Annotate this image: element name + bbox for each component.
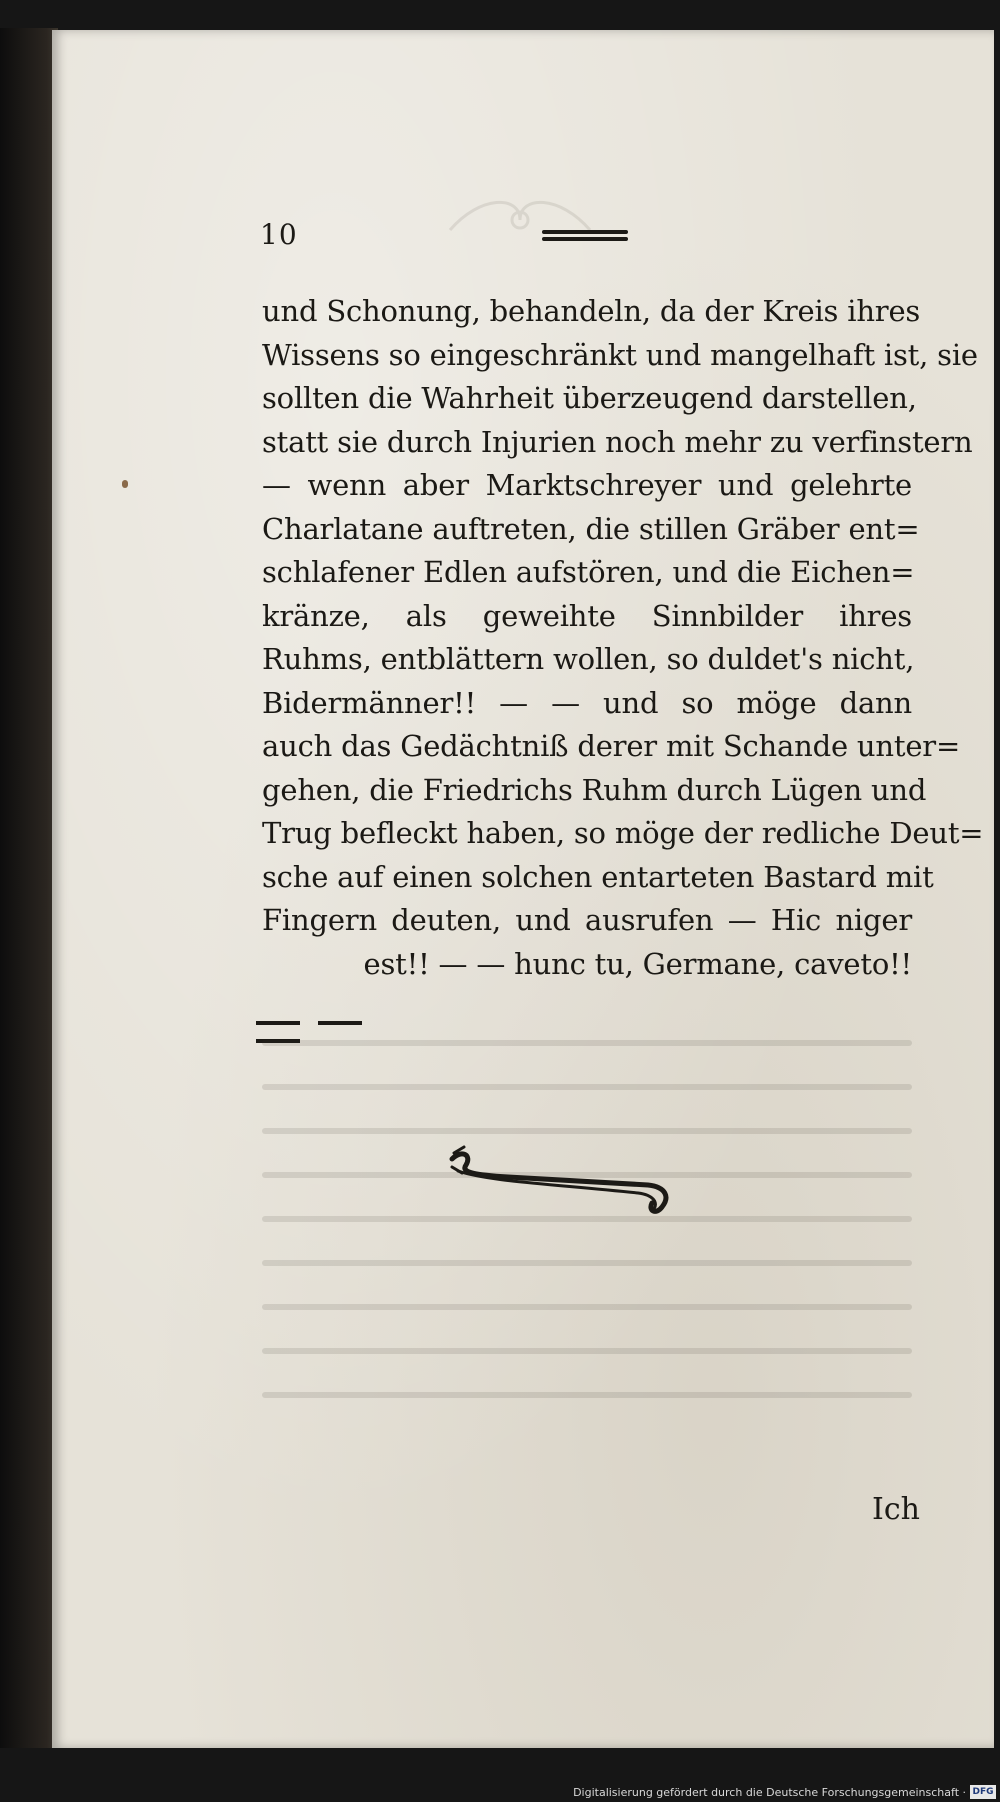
tailpiece-ornament bbox=[448, 1145, 678, 1225]
text-line: sollten die Wahrheit überzeugend darstellen, bbox=[262, 381, 917, 415]
text-line: gehen, die Friedrichs Ruhm durch Lügen und bbox=[262, 772, 927, 807]
text-line: sche auf einen solchen entarteten Bastard mit bbox=[262, 859, 934, 894]
text-line: Bidermänner!! — — und so möge dann bbox=[262, 685, 912, 720]
credit-bar bbox=[0, 1780, 1000, 1802]
text-line: Charlatane auftreten, die stillen Gräber ent= bbox=[262, 511, 920, 546]
digitization-credit: Digitalisierung gefördert durch die Deutsche Forschungsgemeinschaft · bbox=[573, 1786, 966, 1799]
catchword: Ich bbox=[872, 1492, 920, 1527]
bleed-through-text bbox=[262, 1040, 912, 1500]
book-binding-edge bbox=[0, 28, 58, 1748]
text-line: Fingern deuten, und ausrufen — Hic niger bbox=[262, 903, 912, 937]
body-text bbox=[262, 290, 984, 986]
paper-speck bbox=[122, 480, 128, 488]
text-line: Trug befleckt haben, so möge der redliche Deut= bbox=[262, 816, 984, 850]
text-line: statt sie durch Injurien noch mehr zu verfinstern bbox=[262, 424, 973, 459]
dfg-logo: DFG bbox=[970, 1785, 996, 1799]
text-line: schlafener Edlen aufstören, und die Eichen= bbox=[262, 555, 915, 589]
page-number: 10 bbox=[260, 218, 298, 251]
text-line: est!! — — hunc tu, Germane, caveto!! bbox=[363, 946, 912, 981]
header-double-rule bbox=[542, 230, 628, 246]
closing-dashes bbox=[256, 1014, 436, 1026]
text-line: — wenn aber Marktschreyer und gelehrte bbox=[262, 468, 912, 502]
text-line: und Schonung, behandeln, da der Kreis ihres bbox=[262, 294, 921, 328]
text-line: auch das Gedächtniß derer mit Schande unter= bbox=[262, 729, 961, 763]
text-line: Wissens so eingeschränkt und mangelhaft ist, sie bbox=[262, 337, 978, 372]
text-line: kränze, als geweihte Sinnbilder ihres bbox=[262, 598, 912, 633]
text-line: Ruhms, entblättern wollen, so duldet's nicht, bbox=[262, 642, 915, 676]
